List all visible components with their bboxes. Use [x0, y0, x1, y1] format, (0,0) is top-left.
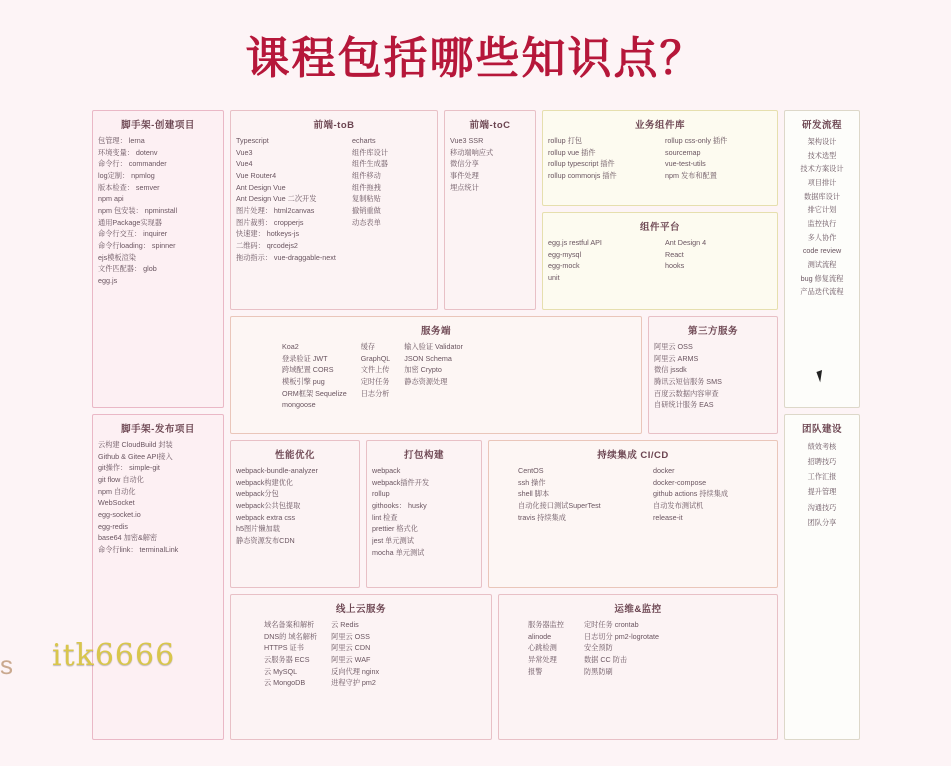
middle-column: [230, 110, 778, 740]
list-item: egg-redis: [98, 521, 128, 531]
list-item: base64 加密&解密: [98, 533, 158, 543]
list-item: 排它计划: [807, 205, 837, 215]
list-item: 撤销重做: [352, 205, 381, 215]
list-item: h5图片懒加载: [236, 524, 280, 534]
card-items: [450, 135, 530, 193]
card-items-right: [331, 619, 379, 689]
list-item: 服务器监控: [528, 620, 564, 629]
list-item: 静态资源处理: [404, 376, 448, 386]
list-item: 云 MongoDB: [264, 678, 306, 688]
list-item: 事件处理: [450, 170, 479, 180]
card-third-party[interactable]: [648, 316, 778, 434]
card-title: 线上云服务: [335, 604, 386, 615]
card-title: 前端-toC: [469, 120, 511, 131]
card-items: [372, 465, 476, 558]
list-item: rollup 打包: [548, 136, 582, 145]
list-item: 微信分享: [450, 159, 479, 169]
list-item: github actions 持续集成: [653, 489, 729, 499]
list-item: git操作： simple-git: [98, 463, 160, 473]
list-item: 数据 CC 防击: [583, 654, 628, 664]
list-item: Vue3 SSR: [450, 136, 484, 145]
list-item: 版本检查： semver: [98, 182, 160, 192]
list-item: 静态资源发布CDN: [236, 535, 295, 545]
card-items: [98, 439, 218, 556]
list-item: 图片裁剪： cropperjs: [236, 217, 304, 227]
card-title: 服务端: [420, 326, 451, 337]
card-title: 组件平台: [639, 222, 680, 233]
list-item: ejs模板渲染: [98, 252, 136, 262]
list-item: 命令行： commander: [98, 159, 167, 169]
list-item: webpack extra css: [236, 512, 296, 522]
page-title: 课程包括哪些知识点？: [245, 33, 706, 84]
card-title: 打包构建: [403, 450, 444, 461]
list-item: rollup css-only 插件: [665, 136, 728, 145]
card-performance[interactable]: [230, 440, 360, 588]
list-item: rollup commonjs 插件: [548, 170, 617, 180]
card-items: [236, 465, 354, 547]
list-item: 登录验证 JWT: [282, 353, 328, 363]
right-column: [784, 110, 860, 740]
list-item: 组件库设计: [352, 147, 388, 157]
list-item: rollup: [372, 489, 390, 499]
card-frontend-toc[interactable]: [444, 110, 536, 310]
list-item: docker-compose: [653, 477, 707, 487]
list-item: npm 自动化: [98, 486, 136, 496]
card-server[interactable]: [230, 316, 642, 434]
list-item: 报警: [528, 666, 543, 676]
list-item: 技术选型: [807, 150, 837, 160]
list-item: egg.js: [98, 275, 118, 285]
row-server: [230, 316, 778, 434]
list-item: npm api: [98, 194, 124, 204]
list-item: mocha 单元测试: [372, 547, 425, 557]
list-item: 文件上传: [360, 365, 390, 375]
list-item: 产品迭代流程: [800, 287, 844, 297]
list-item: Github & Gitee API接入: [98, 451, 173, 461]
list-item: 阿里云 OSS: [331, 631, 370, 641]
list-item: 日志分析: [360, 388, 390, 398]
list-item: travis 持续集成: [518, 512, 566, 522]
card-items: [790, 439, 854, 530]
list-item: 移动端响应式: [450, 147, 494, 157]
list-item: 测试流程: [807, 260, 837, 270]
card-items-left: [548, 237, 655, 284]
list-item: ssh 操作: [518, 477, 546, 487]
list-item: 反向代理 nginx: [331, 666, 380, 676]
list-item: log定制： npmlog: [98, 170, 155, 180]
list-item: WebSocket: [98, 498, 135, 508]
card-title: 前端-toB: [313, 120, 355, 131]
card-items-left: [548, 135, 655, 182]
list-item: Typescript: [236, 136, 269, 145]
card-title: 性能优化: [274, 450, 315, 461]
list-item: docker: [653, 466, 675, 475]
card-scaffold-publish[interactable]: [92, 414, 224, 740]
list-item: 监控执行: [807, 219, 837, 229]
list-item: 拖动指示： vue-draggable-next: [236, 252, 336, 262]
card-title: 研发流程: [801, 120, 842, 131]
card-items: [654, 341, 772, 411]
list-item: 环境变量： dotenv: [98, 147, 158, 157]
knowledge-map-board: [92, 110, 860, 740]
list-item: CentOS: [518, 466, 544, 475]
card-items-left: [528, 619, 564, 677]
business-stack: [542, 110, 778, 310]
card-title: 持续集成 CI/CD: [597, 450, 669, 461]
card-items-right: [665, 135, 772, 182]
list-item: rollup typescript 插件: [548, 159, 615, 169]
list-item: Ant Design Vue: [236, 182, 286, 192]
list-item: 自动化接口测试SuperTest: [518, 500, 601, 510]
card-items-left: [236, 135, 344, 263]
list-item: unit: [548, 272, 560, 282]
list-item: prettier 格式化: [372, 524, 418, 534]
card-business-components[interactable]: [542, 110, 778, 206]
list-item: lint 检查: [372, 512, 398, 522]
list-item: npm 包安装： npminstall: [98, 205, 178, 215]
list-item: 百度云数据内容审查: [654, 388, 719, 398]
list-item: webpack分包: [236, 489, 279, 499]
list-item: 模板引擎 pug: [282, 376, 325, 386]
card-items-right: [665, 237, 772, 284]
list-item: 微信 jssdk: [654, 365, 687, 375]
list-item: git flow 自动化: [98, 474, 144, 484]
list-item: egg-mock: [548, 261, 580, 271]
list-item: 阿里云 OSS: [654, 342, 693, 351]
list-item: jest 单元测试: [372, 535, 414, 545]
list-item: 命令行loading： spinner: [98, 240, 176, 250]
list-item: vue-test-utils: [665, 159, 706, 169]
card-title: 脚手架-创建项目: [121, 120, 195, 131]
list-item: 安全预防: [583, 643, 613, 653]
card-items-left: [518, 465, 637, 523]
list-item: 招聘技巧: [807, 457, 837, 467]
list-item: 云 MySQL: [264, 666, 298, 676]
list-item: 命令行link： terminalLink: [98, 544, 179, 554]
list-item: Koa2: [282, 342, 299, 351]
card-scaffold-create[interactable]: [92, 110, 224, 408]
list-item: 阿里云 ARMS: [654, 353, 699, 363]
list-item: webpack: [372, 466, 401, 475]
list-item: React: [665, 249, 684, 259]
list-item: 缓存: [360, 342, 376, 351]
list-item: 提升管理: [807, 487, 837, 497]
list-item: 二维码： qrcodejs2: [236, 240, 298, 250]
list-item: 输入验证 Validator: [404, 342, 463, 351]
list-item: 团队分享: [807, 517, 837, 527]
list-item: 心跳检测: [528, 643, 557, 653]
card-frontend-tob[interactable]: [230, 110, 438, 310]
list-item: 日志切分 pm2-logrotate: [583, 631, 660, 641]
list-item: 定时任务 crontab: [583, 620, 639, 629]
list-item: 自研统计服务 EAS: [654, 400, 714, 410]
list-item: 通用Package实现器: [98, 217, 162, 227]
list-item: 组件移动: [352, 170, 381, 180]
list-item: 文件匹配器： glob: [98, 264, 157, 274]
list-item: egg.js restful API: [548, 238, 602, 247]
card-title: 团队建设: [801, 424, 842, 435]
list-item: egg-mysql: [548, 249, 582, 259]
list-item: alinode: [528, 631, 552, 641]
list-item: 多人协作: [807, 232, 837, 242]
list-item: code review: [802, 246, 842, 256]
list-item: 域名备案和解析: [264, 620, 315, 629]
card-items-right: [653, 465, 772, 523]
list-item: 云构建 CloudBuild 封装: [98, 440, 173, 449]
row-build: [230, 440, 778, 588]
card-items-col3: [404, 341, 463, 411]
list-item: 包管理： lerna: [98, 136, 145, 145]
list-item: 动态表单: [352, 217, 381, 227]
list-item: 组件拖拽: [352, 182, 381, 192]
list-item: Vue4: [236, 159, 253, 169]
list-item: 架构设计: [807, 137, 837, 146]
list-item: webpack-bundle-analyzer: [236, 466, 318, 475]
list-item: 进程守护 pm2: [331, 678, 376, 688]
list-item: bug 修复流程: [800, 273, 844, 283]
card-rd-process[interactable]: [784, 110, 860, 408]
row-frontend: [230, 110, 778, 310]
list-item: 数据库设计: [804, 191, 840, 201]
row-cloud-ops: [230, 594, 778, 740]
list-item: Ant Design Vue 二次开发: [236, 194, 317, 204]
list-item: 腾讯云短信服务 SMS: [654, 376, 722, 386]
list-item: Vue3: [236, 147, 253, 157]
list-item: mongoose: [282, 400, 316, 410]
card-items-right: [584, 619, 659, 677]
card-title: 业务组件库: [634, 120, 685, 131]
list-item: 沟通技巧: [807, 502, 837, 512]
card-title: 运维&监控: [614, 604, 662, 615]
list-item: Vue Router4: [236, 170, 277, 180]
card-cloud-services[interactable]: [230, 594, 492, 740]
card-cicd[interactable]: [488, 440, 778, 588]
list-item: shell 脚本: [518, 489, 550, 499]
card-items-col2: [361, 341, 391, 411]
watermark: itk6666: [52, 638, 176, 673]
list-item: webpack插件开发: [372, 477, 430, 487]
list-item: Ant Design 4: [665, 238, 707, 247]
card-items-right: [352, 135, 432, 263]
list-item: hooks: [665, 261, 685, 271]
list-item: HTTPS 证书: [264, 643, 304, 653]
card-component-platform[interactable]: [542, 212, 778, 310]
list-item: 异常处理: [528, 654, 557, 664]
card-items-left: [264, 619, 317, 689]
watermark-edge: s: [0, 650, 13, 680]
list-item: DNS的 域名解析: [264, 631, 318, 641]
list-item: webpack构建优化: [236, 477, 294, 487]
list-item: 绩效考核: [807, 442, 837, 451]
list-item: 图片处理： html2canvas: [236, 205, 315, 215]
list-item: 复制粘贴: [352, 194, 381, 204]
list-item: rollup vue 插件: [548, 147, 596, 157]
list-item: 工作汇报: [807, 472, 837, 482]
list-item: JSON Schema: [404, 353, 452, 363]
list-item: GraphQL: [360, 353, 391, 363]
list-item: 自动发布测试机: [653, 500, 704, 510]
list-item: 阿里云 CDN: [331, 643, 371, 653]
list-item: githooks： husky: [372, 500, 427, 510]
list-item: 命令行交互： inquirer: [98, 229, 168, 239]
list-item: 跨域配置 CORS: [282, 365, 334, 375]
list-item: 云 Redis: [331, 620, 359, 629]
list-item: 阿里云 WAF: [331, 654, 371, 664]
card-items: [790, 135, 854, 299]
card-ops-monitoring[interactable]: [498, 594, 778, 740]
list-item: ORM框架 Sequelize: [282, 388, 347, 398]
list-item: webpack公共包提取: [236, 500, 301, 510]
list-item: egg-socket.io: [98, 509, 141, 519]
card-title: 脚手架-发布项目: [121, 424, 195, 435]
list-item: 快速建： hotkeys-js: [236, 229, 300, 239]
list-item: echarts: [352, 136, 376, 145]
list-item: 埋点统计: [450, 182, 479, 192]
list-item: 加密 Crypto: [404, 365, 442, 375]
list-item: 防黑防刷: [583, 666, 613, 676]
card-build[interactable]: [366, 440, 482, 588]
list-item: 项目排计: [807, 178, 837, 188]
list-item: npm 发布和配置: [665, 170, 717, 180]
list-item: release-it: [653, 512, 683, 522]
card-items-col1: [282, 341, 347, 411]
list-item: 技术方案设计: [800, 164, 844, 174]
card-title: 第三方服务: [687, 326, 738, 337]
list-item: sourcemap: [665, 147, 701, 157]
list-item: 定时任务: [360, 376, 390, 386]
card-team-building[interactable]: [784, 414, 860, 740]
list-item: 云服务器 ECS: [264, 654, 310, 664]
card-items: [98, 135, 218, 287]
list-item: 组件生成器: [352, 159, 388, 169]
